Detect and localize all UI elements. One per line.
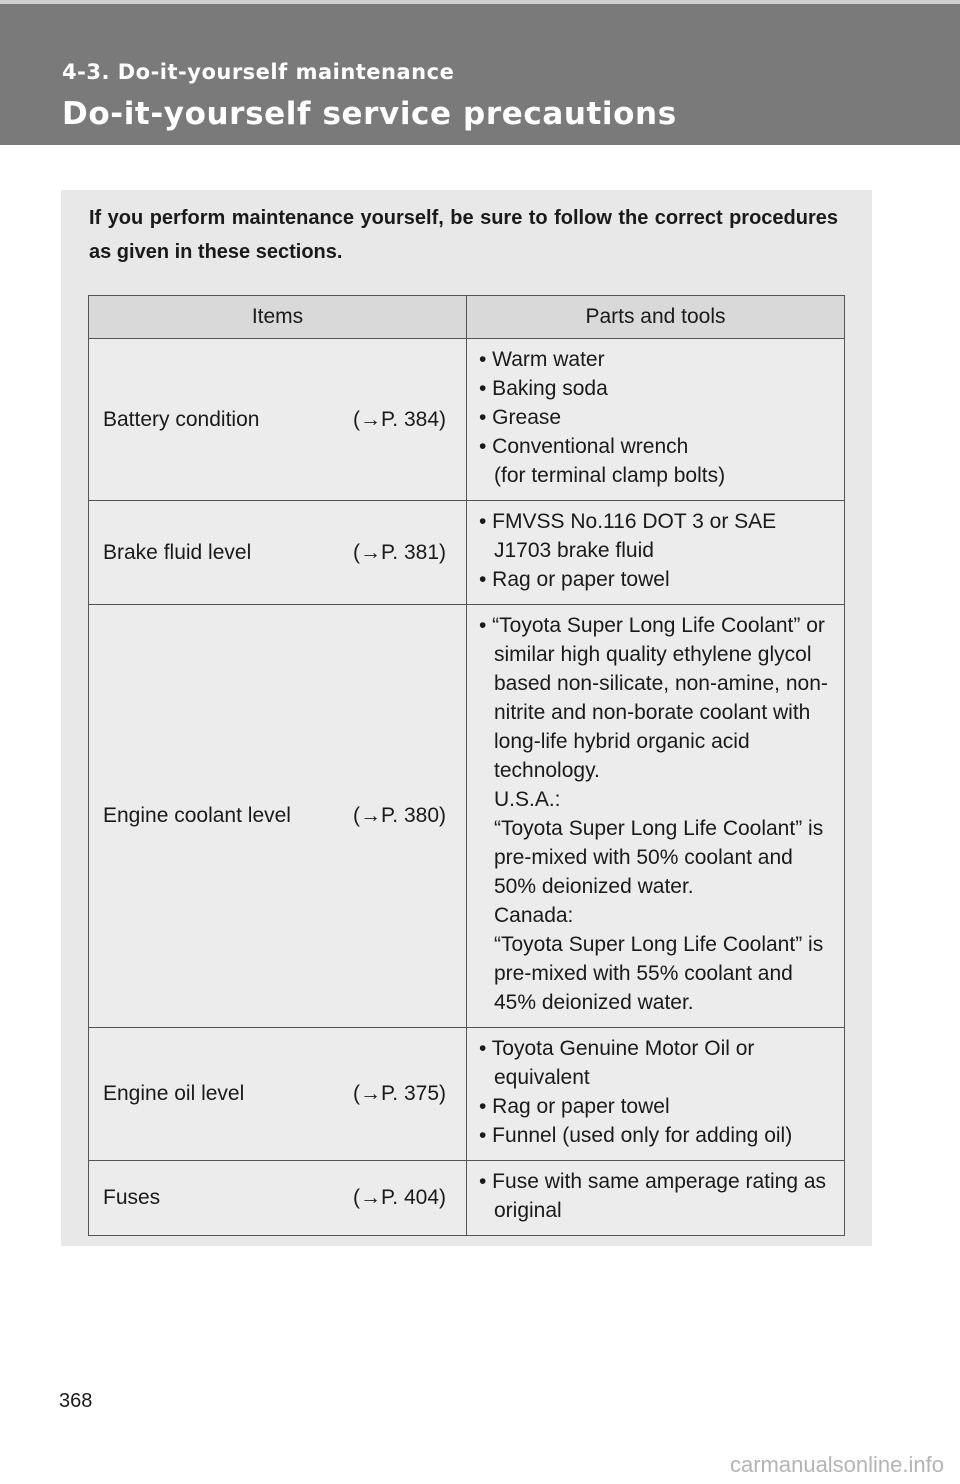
table-row — [89, 501, 845, 605]
parts-line: • Warm water — [479, 348, 605, 371]
parts-line: (for terminal clamp bolts) — [494, 464, 726, 487]
item-cell — [89, 605, 467, 1028]
page-reference[interactable]: (→P. 381) — [353, 540, 446, 564]
item-name: Brake fluid level — [103, 540, 252, 564]
page-title: Do-it-yourself service precautions — [62, 96, 677, 132]
parts-cell — [467, 1161, 845, 1236]
parts-cell — [467, 605, 845, 1028]
maintenance-table — [88, 295, 845, 1236]
parts-line: Canada: — [494, 904, 574, 927]
parts-cell — [467, 1028, 845, 1161]
parts-line: “Toyota Super Long Life Coolant” is pre-mixed with 50% coolant and 50% deionized water. — [494, 817, 824, 898]
table-row — [89, 339, 845, 501]
column-header-items: Items — [89, 296, 467, 339]
parts-line: U.S.A.: — [494, 788, 561, 811]
section-label: 4-3. Do-it-yourself maintenance — [62, 60, 455, 84]
parts-line: • Rag or paper towel — [479, 1095, 670, 1118]
parts-line: • “Toyota Super Long Life Coolant” or similar high quality ethylene glycol based non-silicate, non-amine, non-nitrite and non-borate coolant with long-life hybrid organic acid technology. — [479, 614, 828, 782]
page-reference[interactable]: (→P. 375) — [353, 1082, 446, 1105]
page-reference[interactable]: (→P. 380) — [353, 804, 446, 827]
page-reference[interactable]: (→P. 384) — [353, 407, 446, 431]
parts-line: • FMVSS No.116 DOT 3 or SAE J1703 brake fluid — [479, 510, 777, 562]
table-row — [89, 1028, 845, 1161]
item-name: Engine coolant level — [103, 804, 291, 827]
item-name: Engine oil level — [103, 1082, 245, 1105]
table-header-row — [89, 296, 845, 339]
item-cell — [89, 501, 467, 605]
page-number: 368 — [59, 1390, 93, 1412]
page-reference[interactable]: (→P. 404) — [353, 1186, 446, 1209]
parts-line: • Rag or paper towel — [479, 568, 670, 591]
parts-line: • Fuse with same amperage rating as original — [479, 1170, 827, 1222]
parts-line: • Toyota Genuine Motor Oil or equivalent — [479, 1037, 755, 1089]
parts-line: • Grease — [479, 406, 562, 429]
parts-line: “Toyota Super Long Life Coolant” is pre-mixed with 55% coolant and 45% deionized water. — [494, 933, 824, 1014]
item-cell — [89, 1028, 467, 1161]
parts-line: • Funnel (used only for adding oil) — [479, 1124, 793, 1147]
item-cell — [89, 339, 467, 501]
parts-line: • Conventional wrench — [479, 435, 689, 458]
item-cell — [89, 1161, 467, 1236]
table-row — [89, 605, 845, 1028]
table-row — [89, 1161, 845, 1236]
page-header — [0, 0, 960, 145]
parts-line: • Baking soda — [479, 377, 608, 400]
parts-cell — [467, 501, 845, 605]
parts-cell — [467, 339, 845, 501]
item-name: Fuses — [103, 1186, 161, 1209]
site-watermark: carmanualsonline.info — [729, 1452, 944, 1477]
intro-text: If you perform maintenance yourself, be sure to follow the correct procedures as given in these sections. — [89, 207, 838, 263]
item-name: Battery condition — [103, 407, 260, 431]
column-header-parts: Parts and tools — [467, 296, 845, 339]
